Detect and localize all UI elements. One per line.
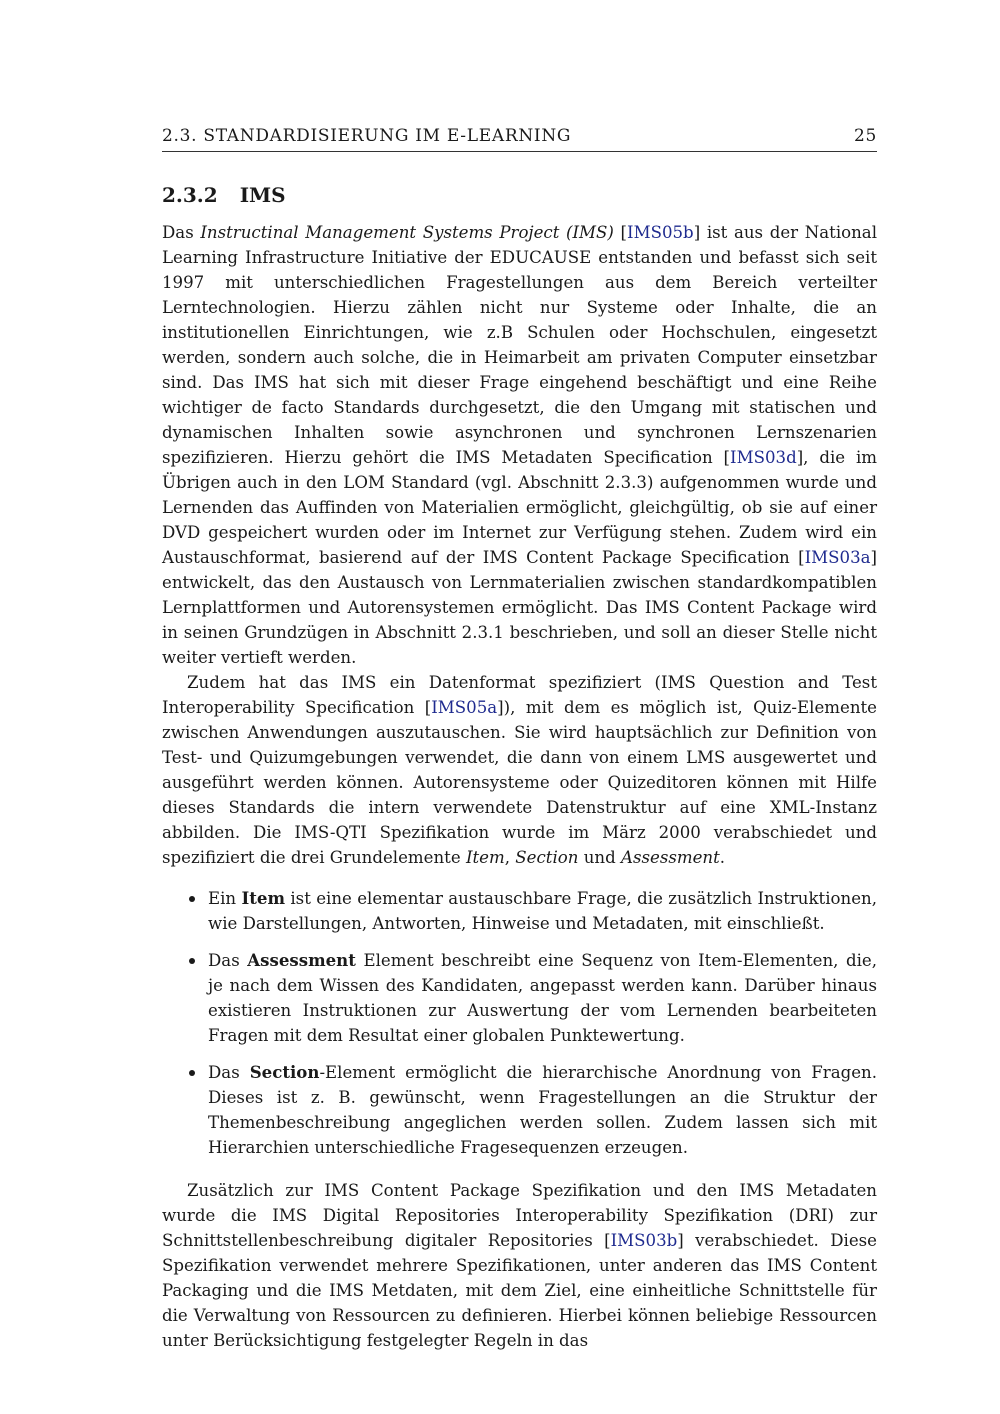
bullet-list [162, 886, 877, 1160]
text: ]), mit dem es möglich ist, Quiz-Elemente zwischen Anwendungen auszutauschen. Sie wird hauptsächlich zur Definition von Test- und Quizumgebungen verwendet, die dann von einem LMS ausgewertet und ausgeführt werden können. Autorensysteme oder Quizeditoren können mit Hilfe dieses Standards die intern verwendete Datenstruktur auf eine XML-Instanz abbilden. Die IMS-QTI Spezifikation wurde im März 2000 verabschiedet und spezifiziert die drei Grundelemente [162, 698, 877, 867]
bold-term: Assessment [247, 950, 356, 970]
citation-link[interactable]: IMS05b [627, 223, 694, 242]
bullet-icon [189, 896, 195, 902]
citation-link[interactable]: IMS03a [804, 548, 871, 567]
text: Ein [208, 889, 242, 908]
citation-link[interactable]: IMS03d [730, 448, 797, 467]
term-item: Item [465, 848, 505, 867]
text: , [504, 848, 516, 867]
bold-term: Item [241, 888, 286, 908]
text: -Element ermöglicht die hierarchische Anordnung von Fragen. Dieses ist z. B. gewünscht, wenn Fragestellungen an die Struktur der Themenbeschreibung angeglichen werden sollen. Zudem lassen sich mit Hierarchien unterschiedliche Fragesequenzen erzeugen. [208, 1063, 877, 1157]
text: ist eine elementar austauschbare Frage, die zusätzlich Instruktionen, wie Darstellungen, Antworten, Hinweise und Metadaten, mit einschließt. [208, 889, 877, 933]
text: Das [162, 223, 201, 242]
paragraph-3 [162, 1178, 877, 1353]
text: Zusätzlich zur IMS Content Package Spezifikation und den IMS Metadaten wurde die IMS Digital Repositories Interoperability Spezifikation (DRI) zur Schnittstellenbeschreibung digitaler Repositories [ [162, 1181, 877, 1250]
list-item [208, 1060, 877, 1160]
section-number: 2.3.2 [162, 183, 218, 207]
text: Das [208, 1063, 250, 1082]
text: ] verabschiedet. Diese Spezifikation verwendet mehrere Spezifikationen, unter anderen das IMS Content Packaging und die IMS Metdaten, mit dem Ziel, eine einheitliche Schnittstelle für die Verwaltung von Ressourcen zu definieren. Hierbei können beliebige Ressourcen unter Berücksichtigung festgelegter Regeln in das [162, 1231, 877, 1350]
running-header [162, 126, 877, 152]
section-title: IMS [239, 183, 286, 207]
text: . [719, 848, 726, 867]
text: ] entwickelt, das den Austausch von Lernmaterialien zwischen standardkompatiblen Lernplattformen und Autorensystemen ermöglicht. Das IMS Content Package wird in seinen Grundzügen in Abschnitt 2.3.1 beschrieben, und soll an dieser Stelle nicht weiter vertieft werden. [162, 548, 877, 667]
header-section-title: 2.3. STANDARDISIERUNG IM E-LEARNING [162, 126, 572, 146]
text: Element beschreibt eine Sequenz von Item-Elementen, die, je nach dem Wissen des Kandidaten, angepasst werden kann. Darüber hinaus existieren Instruktionen zur Auswertung der vom Lernenden bearbeiteten Fragen mit dem Resultat einer globalen Punktewertung. [208, 951, 877, 1045]
text: [ [613, 223, 628, 242]
list-item [208, 886, 877, 936]
bullet-icon [189, 1070, 195, 1076]
bullet-icon [189, 958, 195, 964]
paragraph-2 [162, 670, 877, 870]
text: ], die im Übrigen auch in den LOM Standard (vgl. Abschnitt 2.3.3) aufgenommen wurde und Lernenden das Auffinden von Materialien ermöglicht, gleichgültig, ob sie auf einer DVD gespeichert wurden oder im Internet zur Verfügung stehen. Zudem wird ein Austauschformat, basierend auf der IMS Content Package Specification [ [162, 448, 878, 567]
text: Das [208, 951, 248, 970]
paragraph-1 [162, 220, 877, 670]
list-item [208, 948, 877, 1048]
page-number: 25 [853, 126, 877, 146]
text: und [578, 848, 621, 867]
text: Zudem hat das IMS ein Datenformat spezifiziert (IMS Question and Test Interoperability Specification [ [162, 673, 877, 717]
body-text [162, 180, 877, 1353]
project-name: Instructinal Management Systems Project (IMS) [200, 223, 614, 242]
term-assessment: Assessment [620, 848, 720, 867]
bold-term: Section [249, 1062, 320, 1082]
text: ] ist aus der National Learning Infrastructure Initiative der EDUCAUSE entstanden und befasst sich seit 1997 mit unterschiedlichen Fragestellungen aus dem Bereich verteilter Lerntechnologien. Hierzu zählen nicht nur Systeme oder Inhalte, die an institutionellen Einrichtungen, wie z.B Schulen oder Hochschulen, eingesetzt werden, sondern auch solche, die in Heimarbeit am privaten Computer einsetzbar sind. Das IMS hat sich mit dieser Frage eingehend beschäftigt und eine Reihe wichtiger de facto Standards durchgesetzt, die den Umgang mit statischen und dynamischen Inhalten sowie asynchronen und synchronen Lernszenarien spezifizieren. Hierzu gehört die IMS Metadaten Specification [ [162, 223, 877, 467]
term-section: Section [515, 848, 579, 867]
section-heading [162, 180, 877, 210]
citation-link[interactable]: IMS03b [610, 1231, 678, 1250]
citation-link[interactable]: IMS05a [431, 698, 498, 717]
